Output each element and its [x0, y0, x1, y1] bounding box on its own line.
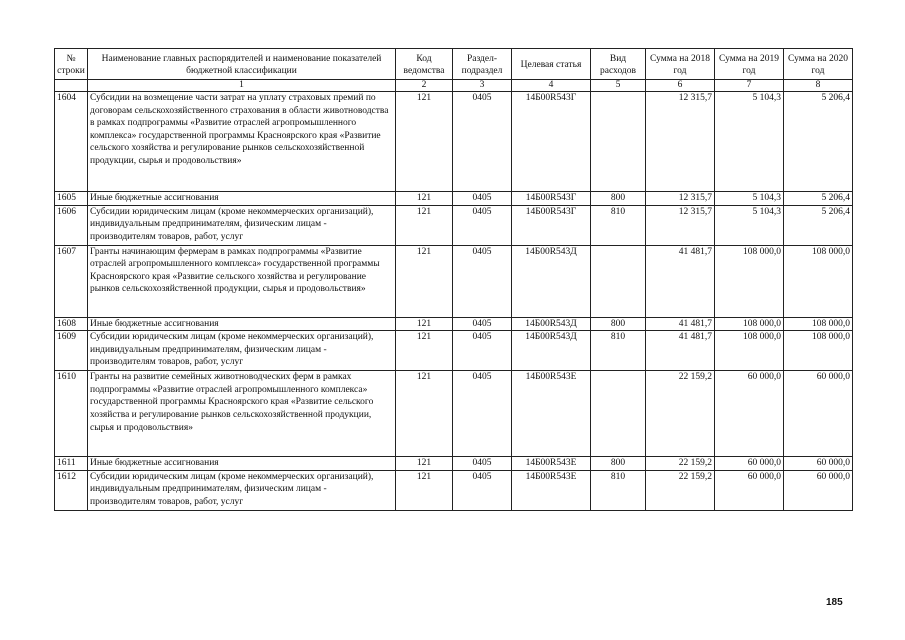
department-code: 121 [396, 317, 453, 331]
department-code: 121 [396, 245, 453, 317]
table-header-row [55, 49, 853, 80]
header-sum-2018: Сумма на 2018 год [646, 49, 715, 80]
sum-2020: 60 000,0 [784, 470, 853, 510]
sum-2019: 5 104,3 [715, 192, 784, 206]
target-article: 14Б00R543Д [512, 245, 591, 317]
section-code: 0405 [453, 317, 512, 331]
column-number: 8 [784, 80, 853, 92]
section-code: 0405 [453, 331, 512, 371]
sum-2018: 22 159,2 [646, 470, 715, 510]
sum-2020: 5 206,4 [784, 92, 853, 192]
header-department-code: Код ведомства [396, 49, 453, 80]
sum-2018: 12 315,7 [646, 192, 715, 206]
column-number: 7 [715, 80, 784, 92]
table-row [55, 331, 853, 371]
row-name: Гранты на развитие семейных животноводческих ферм в рамках подпрограммы «Развитие отраслей агропромышленного комплекса» государственной программы Красноярского края «Развитие сельского хозяйства и регулирование рынков сельскохозяйственной продукции, сырья и продовольствия» [88, 371, 396, 457]
sum-2019: 5 104,3 [715, 205, 784, 245]
sum-2020: 108 000,0 [784, 317, 853, 331]
row-name: Субсидии юридическим лицам (кроме некоммерческих организаций), индивидуальным предпринимателям, физическим лицам - производителям товаров, работ, услуг [88, 470, 396, 510]
column-number: 1 [88, 80, 396, 92]
sum-2018: 22 159,2 [646, 371, 715, 457]
expense-type [591, 92, 646, 192]
expense-type: 810 [591, 470, 646, 510]
row-number: 1612 [55, 470, 88, 510]
target-article: 14Б00R543Д [512, 317, 591, 331]
column-number: 5 [591, 80, 646, 92]
target-article: 14Б00R543Г [512, 192, 591, 206]
sum-2018: 41 481,7 [646, 317, 715, 331]
sum-2018: 12 315,7 [646, 92, 715, 192]
sum-2020: 5 206,4 [784, 205, 853, 245]
header-name: Наименование главных распорядителей и наименование показателей бюджетной классификации [88, 49, 396, 80]
section-code: 0405 [453, 92, 512, 192]
section-code: 0405 [453, 470, 512, 510]
table-row [55, 245, 853, 317]
expense-type: 810 [591, 331, 646, 371]
row-name: Субсидии на возмещение части затрат на уплату страховых премий по договорам сельскохозяйственного страхования в области животноводства в рамках подпрограммы «Развитие отраслей агропромышленного комплекса» государственной программы Красноярского края «Развитие сельского хозяйства и регулирование рынков сельскохозяйственной продукции, сырья и продовольствия» [88, 92, 396, 192]
target-article: 14Б00R543Г [512, 92, 591, 192]
sum-2020: 5 206,4 [784, 192, 853, 206]
page-number: 185 [826, 597, 843, 608]
sum-2019: 5 104,3 [715, 92, 784, 192]
header-sum-2020: Сумма на 2020 год [784, 49, 853, 80]
expense-type: 800 [591, 192, 646, 206]
row-number: 1608 [55, 317, 88, 331]
table-row [55, 192, 853, 206]
table-row [55, 457, 853, 471]
target-article: 14Б00R543Д [512, 331, 591, 371]
row-number: 1604 [55, 92, 88, 192]
column-number-row [55, 80, 853, 92]
expense-type [591, 371, 646, 457]
sum-2020: 60 000,0 [784, 371, 853, 457]
sum-2019: 60 000,0 [715, 371, 784, 457]
sum-2020: 108 000,0 [784, 331, 853, 371]
row-number: 1611 [55, 457, 88, 471]
sum-2019: 60 000,0 [715, 457, 784, 471]
table-row [55, 317, 853, 331]
target-article: 14Б00R543Е [512, 457, 591, 471]
row-number: 1610 [55, 371, 88, 457]
header-section: Раздел-подраздел [453, 49, 512, 80]
header-row-number: № строки [55, 49, 88, 80]
row-name: Иные бюджетные ассигнования [88, 317, 396, 331]
column-number: 3 [453, 80, 512, 92]
section-code: 0405 [453, 205, 512, 245]
sum-2019: 108 000,0 [715, 245, 784, 317]
table-row [55, 371, 853, 457]
sum-2019: 108 000,0 [715, 331, 784, 371]
column-number: 2 [396, 80, 453, 92]
row-name: Гранты начинающим фермерам в рамках подпрограммы «Развитие отраслей агропромышленного комплекса» государственной программы Красноярского края «Развитие сельского хозяйства и регулирование рынков сельскохозяйственной продукции, сырья и продовольствия» [88, 245, 396, 317]
section-code: 0405 [453, 457, 512, 471]
budget-table [54, 48, 853, 511]
department-code: 121 [396, 470, 453, 510]
sum-2018: 12 315,7 [646, 205, 715, 245]
sum-2018: 22 159,2 [646, 457, 715, 471]
sum-2019: 60 000,0 [715, 470, 784, 510]
sum-2020: 108 000,0 [784, 245, 853, 317]
sum-2018: 41 481,7 [646, 245, 715, 317]
table-row [55, 92, 853, 192]
row-name: Иные бюджетные ассигнования [88, 457, 396, 471]
section-code: 0405 [453, 245, 512, 317]
header-target-article: Целевая статья [512, 49, 591, 80]
header-sum-2019: Сумма на 2019 год [715, 49, 784, 80]
sum-2020: 60 000,0 [784, 457, 853, 471]
row-number: 1605 [55, 192, 88, 206]
sum-2018: 41 481,7 [646, 331, 715, 371]
column-number: 4 [512, 80, 591, 92]
department-code: 121 [396, 331, 453, 371]
sum-2019: 108 000,0 [715, 317, 784, 331]
department-code: 121 [396, 192, 453, 206]
row-number: 1607 [55, 245, 88, 317]
department-code: 121 [396, 371, 453, 457]
expense-type: 810 [591, 205, 646, 245]
row-name: Иные бюджетные ассигнования [88, 192, 396, 206]
row-number: 1606 [55, 205, 88, 245]
target-article: 14Б00R543Г [512, 205, 591, 245]
section-code: 0405 [453, 371, 512, 457]
section-code: 0405 [453, 192, 512, 206]
row-number: 1609 [55, 331, 88, 371]
expense-type: 800 [591, 317, 646, 331]
target-article: 14Б00R543Е [512, 371, 591, 457]
expense-type [591, 245, 646, 317]
target-article: 14Б00R543Е [512, 470, 591, 510]
department-code: 121 [396, 205, 453, 245]
row-name: Субсидии юридическим лицам (кроме некоммерческих организаций), индивидуальным предпринимателям, физическим лицам - производителям товаров, работ, услуг [88, 331, 396, 371]
table-row [55, 205, 853, 245]
header-expense-type: Вид расходов [591, 49, 646, 80]
table-row [55, 470, 853, 510]
department-code: 121 [396, 92, 453, 192]
expense-type: 800 [591, 457, 646, 471]
row-name: Субсидии юридическим лицам (кроме некоммерческих организаций), индивидуальным предпринимателям, физическим лицам - производителям товаров, работ, услуг [88, 205, 396, 245]
column-number: 6 [646, 80, 715, 92]
column-number [55, 80, 88, 92]
department-code: 121 [396, 457, 453, 471]
